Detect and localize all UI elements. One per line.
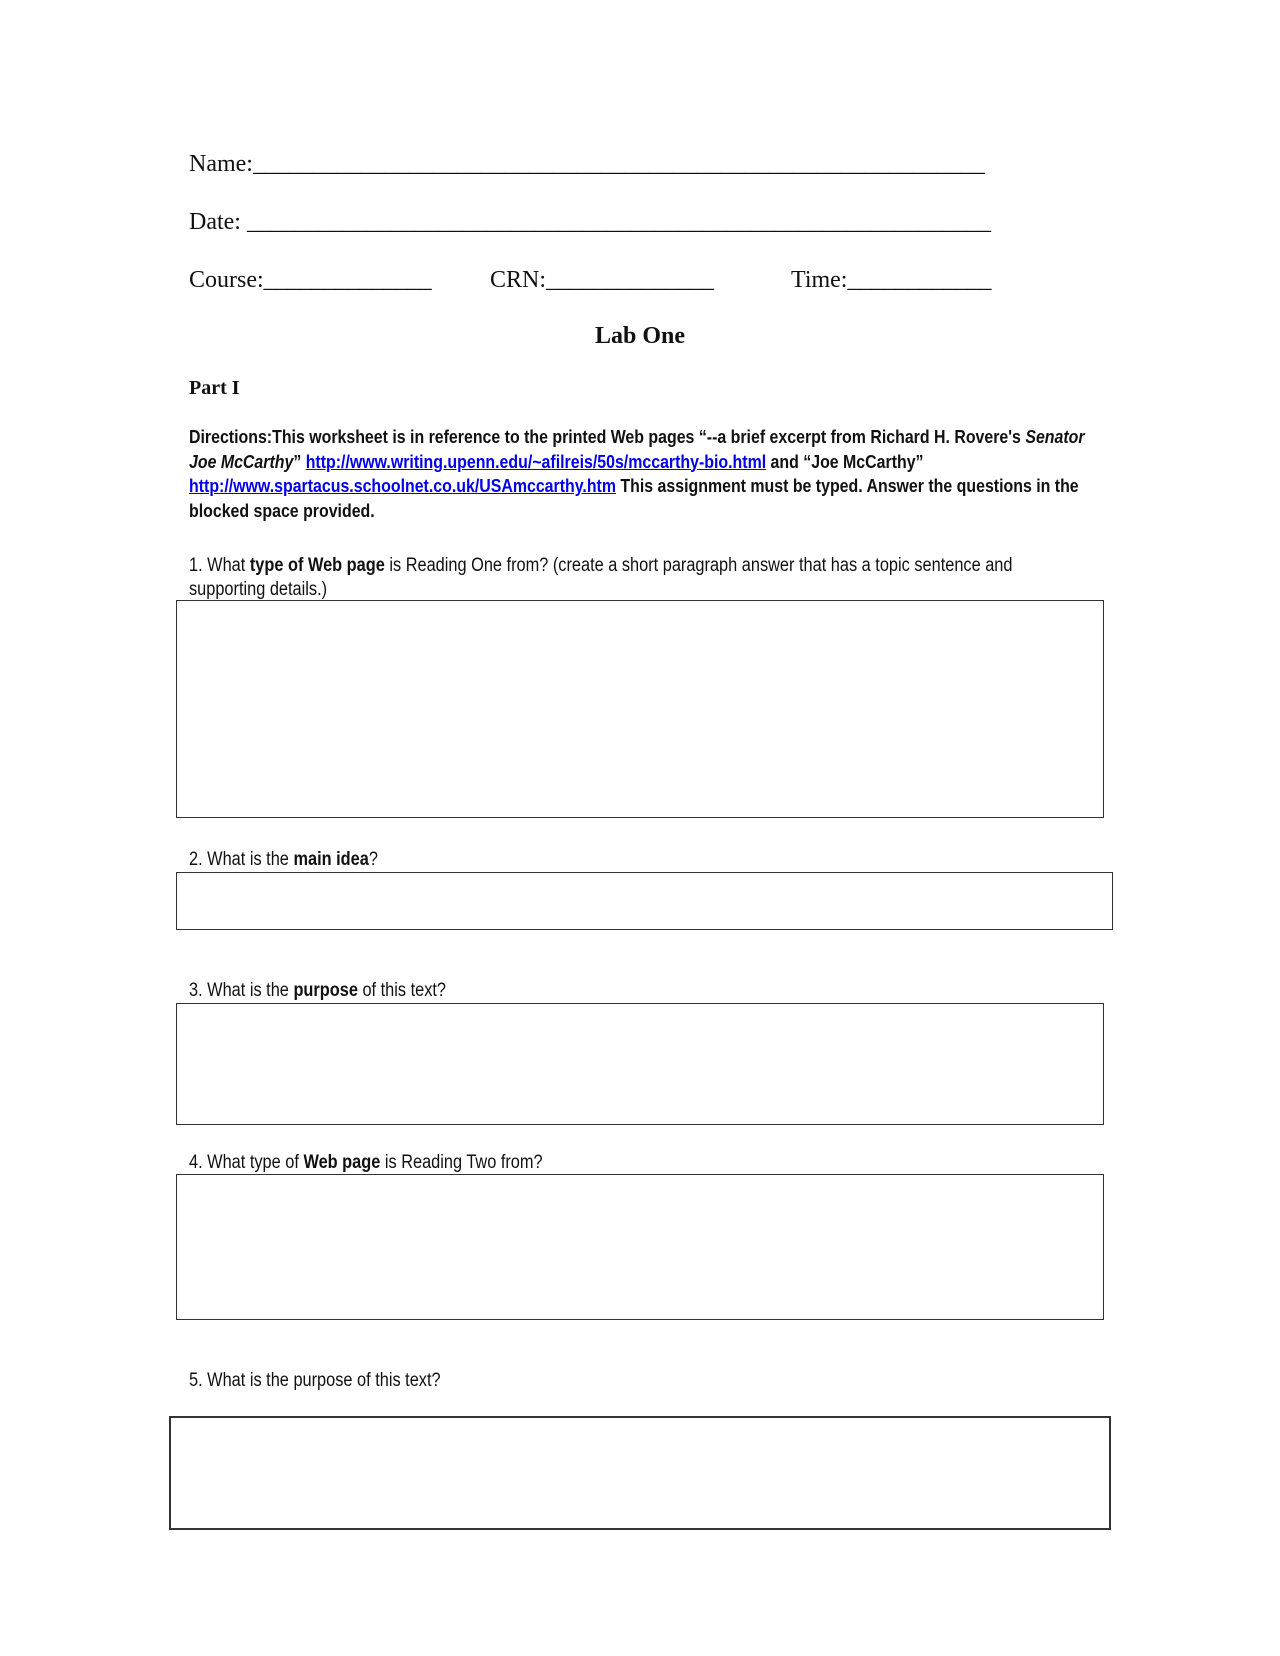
question-2-text-a: 2. What is the (189, 849, 294, 870)
answer-box-2[interactable] (176, 872, 1113, 930)
question-1 (189, 554, 1049, 602)
time-label: Time: (791, 267, 848, 293)
date-blank[interactable]: ______________________________________________________________ (246, 209, 991, 235)
question-2-bold: main idea (293, 849, 369, 870)
crn-blank[interactable]: ______________ (546, 267, 715, 293)
question-2-text-b: ? (368, 849, 378, 870)
quote-close: ” (293, 450, 302, 472)
name-label: Name: (189, 151, 253, 177)
question-3-bold: purpose (293, 980, 358, 1001)
book-title: Senator Joe McCarthy (189, 426, 1085, 472)
directions-text-2: and “Joe McCarthy” (766, 450, 924, 472)
question-1-text-a: 1. What (189, 555, 250, 576)
course-label: Course: (189, 267, 264, 293)
answer-box-5[interactable] (169, 1416, 1111, 1530)
question-4 (189, 1151, 543, 1175)
question-1-text-b: is Reading One from? (create a short paragraph answer that has a topic sentence and supporting details.) (189, 555, 1013, 600)
answer-box-3[interactable] (176, 1003, 1104, 1125)
question-5: 5. What is the purpose of this text? (189, 1370, 441, 1391)
directions-text-1: Directions:This worksheet is in reference to the printed Web pages “--a brief excerpt from Richard H. Rovere's (189, 426, 1026, 447)
date-line (189, 209, 991, 236)
time-line (791, 267, 991, 294)
question-3 (189, 979, 446, 1003)
answer-box-1[interactable] (176, 600, 1104, 818)
name-line (189, 151, 985, 178)
course-blank[interactable]: ______________ (263, 267, 432, 293)
name-blank[interactable]: _____________________________________________________________ (252, 151, 985, 177)
question-4-bold: Web page (303, 1152, 381, 1173)
crn-line (490, 267, 714, 294)
link-writing-upenn[interactable]: http://www.writing.upenn.edu/~afilreis/50s/mccarthy-bio.html (305, 450, 767, 472)
answer-box-4[interactable] (176, 1174, 1104, 1320)
crn-label: CRN: (490, 267, 547, 293)
question-4-text-b: is Reading Two from? (380, 1152, 543, 1173)
question-3-text-b: of this text? (357, 980, 447, 1001)
question-4-text-a: 4. What type of (189, 1152, 304, 1173)
question-3-text-a: 3. What is the (189, 980, 294, 1001)
part-heading: Part I (189, 377, 240, 399)
link-spartacus[interactable]: http://www.spartacus.schoolnet.co.uk/USAmccarthy.htm (189, 475, 617, 496)
course-line (189, 267, 432, 294)
question-2 (189, 848, 378, 872)
page-title: Lab One (594, 323, 686, 349)
date-label: Date: (189, 209, 247, 235)
directions-paragraph (189, 425, 1089, 523)
directions-text-3: This assignment must be typed. Answer the questions in the blocked space provided. (189, 475, 1079, 521)
question-1-bold: type of Web page (249, 555, 385, 576)
time-blank[interactable]: ____________ (847, 267, 992, 293)
